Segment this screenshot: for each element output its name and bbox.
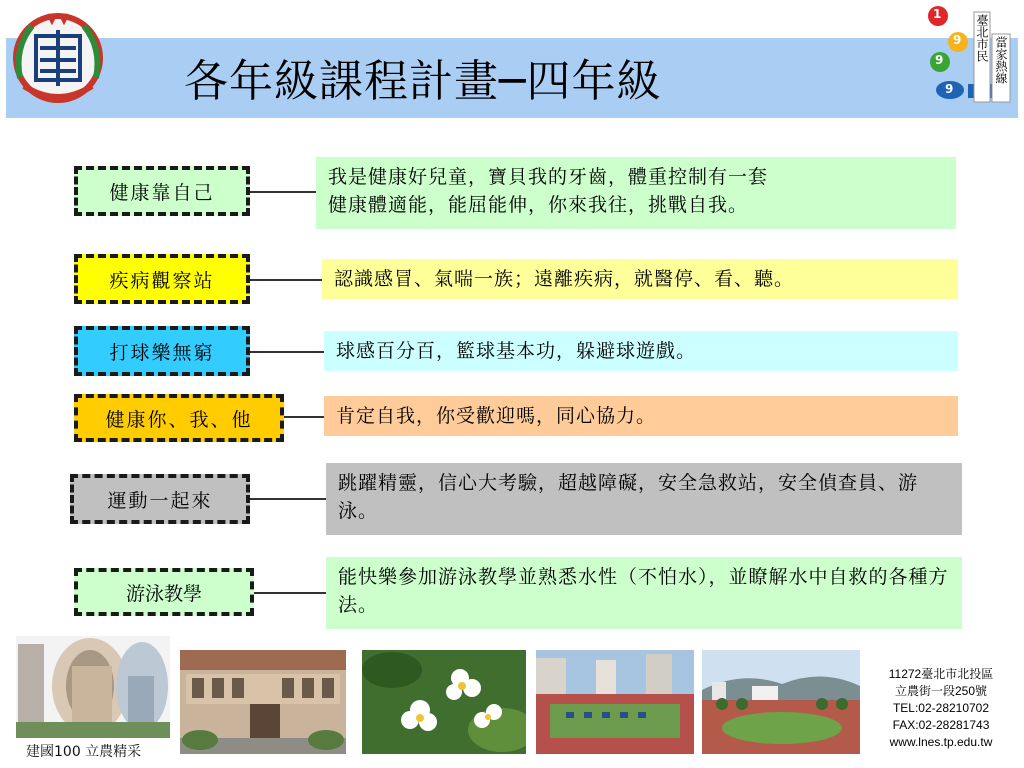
- telephone: TEL:02-28210702: [892, 701, 990, 715]
- label-ball-games: [74, 326, 250, 376]
- address-line-2: 立農街一段250號: [894, 684, 988, 698]
- desc-disease: 認識感冒、氣喘一族；遠離疾病，就醫停、看、聽。: [322, 259, 958, 299]
- school-gate-photo: [180, 650, 346, 754]
- sports-field-icon: [536, 650, 694, 754]
- logo-text-citizens: 臺北市民: [975, 14, 989, 62]
- label-swimming: [74, 568, 254, 616]
- label-disease: [74, 254, 250, 304]
- label-text: 運動一起來: [107, 489, 213, 512]
- sports-field-photo: [536, 650, 694, 754]
- connector-line: [250, 279, 322, 281]
- centennial-logo-photo: [16, 636, 170, 738]
- desc-ball-games: 球感百分百，籃球基本功，躲避球遊戲。: [324, 331, 958, 371]
- centennial-100-icon: [16, 636, 170, 738]
- connector-line: [250, 498, 326, 500]
- connector-line: [250, 351, 324, 353]
- connector-line: [254, 592, 326, 594]
- connector-line: [284, 416, 324, 418]
- connector-line: [250, 191, 316, 193]
- desc-exercise-together: 跳躍精靈，信心大考驗，超越障礙，安全急救站，安全偵查員、游泳。: [326, 463, 962, 535]
- logo-digit-4: 9: [945, 82, 954, 96]
- desc-you-me-him: 肯定自我，你受歡迎嗎，同心協力。: [324, 396, 958, 436]
- website-link[interactable]: www.lnes.tp.edu.tw: [889, 735, 993, 749]
- hotline-logo: [924, 4, 1014, 104]
- label-text: 健康靠自己: [109, 181, 215, 204]
- address-line-1: 11272臺北市北投區: [888, 667, 994, 681]
- label-text: 打球樂無窮: [109, 341, 215, 364]
- label-exercise-together: [70, 474, 250, 524]
- label-text: 游泳教學: [125, 582, 202, 605]
- label-text: 疾病觀察站: [109, 269, 215, 292]
- logo-text-hotline: 當家熱線: [994, 36, 1008, 84]
- school-address: [866, 666, 1016, 751]
- campus-view-photo: [702, 650, 860, 754]
- desc-swimming: 能快樂參加游泳教學並熟悉水性（不怕水），並瞭解水中自救的各種方法。: [326, 557, 962, 629]
- footer-caption: 建國100 立農精采: [26, 744, 142, 760]
- flower-icon: [362, 650, 526, 754]
- fax: FAX:02-28281743: [892, 718, 990, 732]
- school-building-icon: [180, 650, 346, 754]
- logo-digit-2: 9: [953, 33, 962, 47]
- flower-photo: [362, 650, 526, 754]
- school-logo-icon: [10, 8, 106, 112]
- logo-digit-1: 1: [933, 7, 942, 21]
- desc-health-self: 我是健康好兒童，寶貝我的牙齒，體重控制有一套 健康體適能，能屈能伸，你來我往，挑戰自我。: [316, 157, 956, 229]
- label-text: 健康你、我、他: [105, 408, 253, 431]
- campus-view-icon: [702, 650, 860, 754]
- label-you-me-him: [74, 394, 284, 442]
- label-health-self: [74, 166, 250, 216]
- logo-digit-3: 9: [935, 53, 944, 67]
- page-title: 各年級課程計畫─四年級: [184, 56, 662, 107]
